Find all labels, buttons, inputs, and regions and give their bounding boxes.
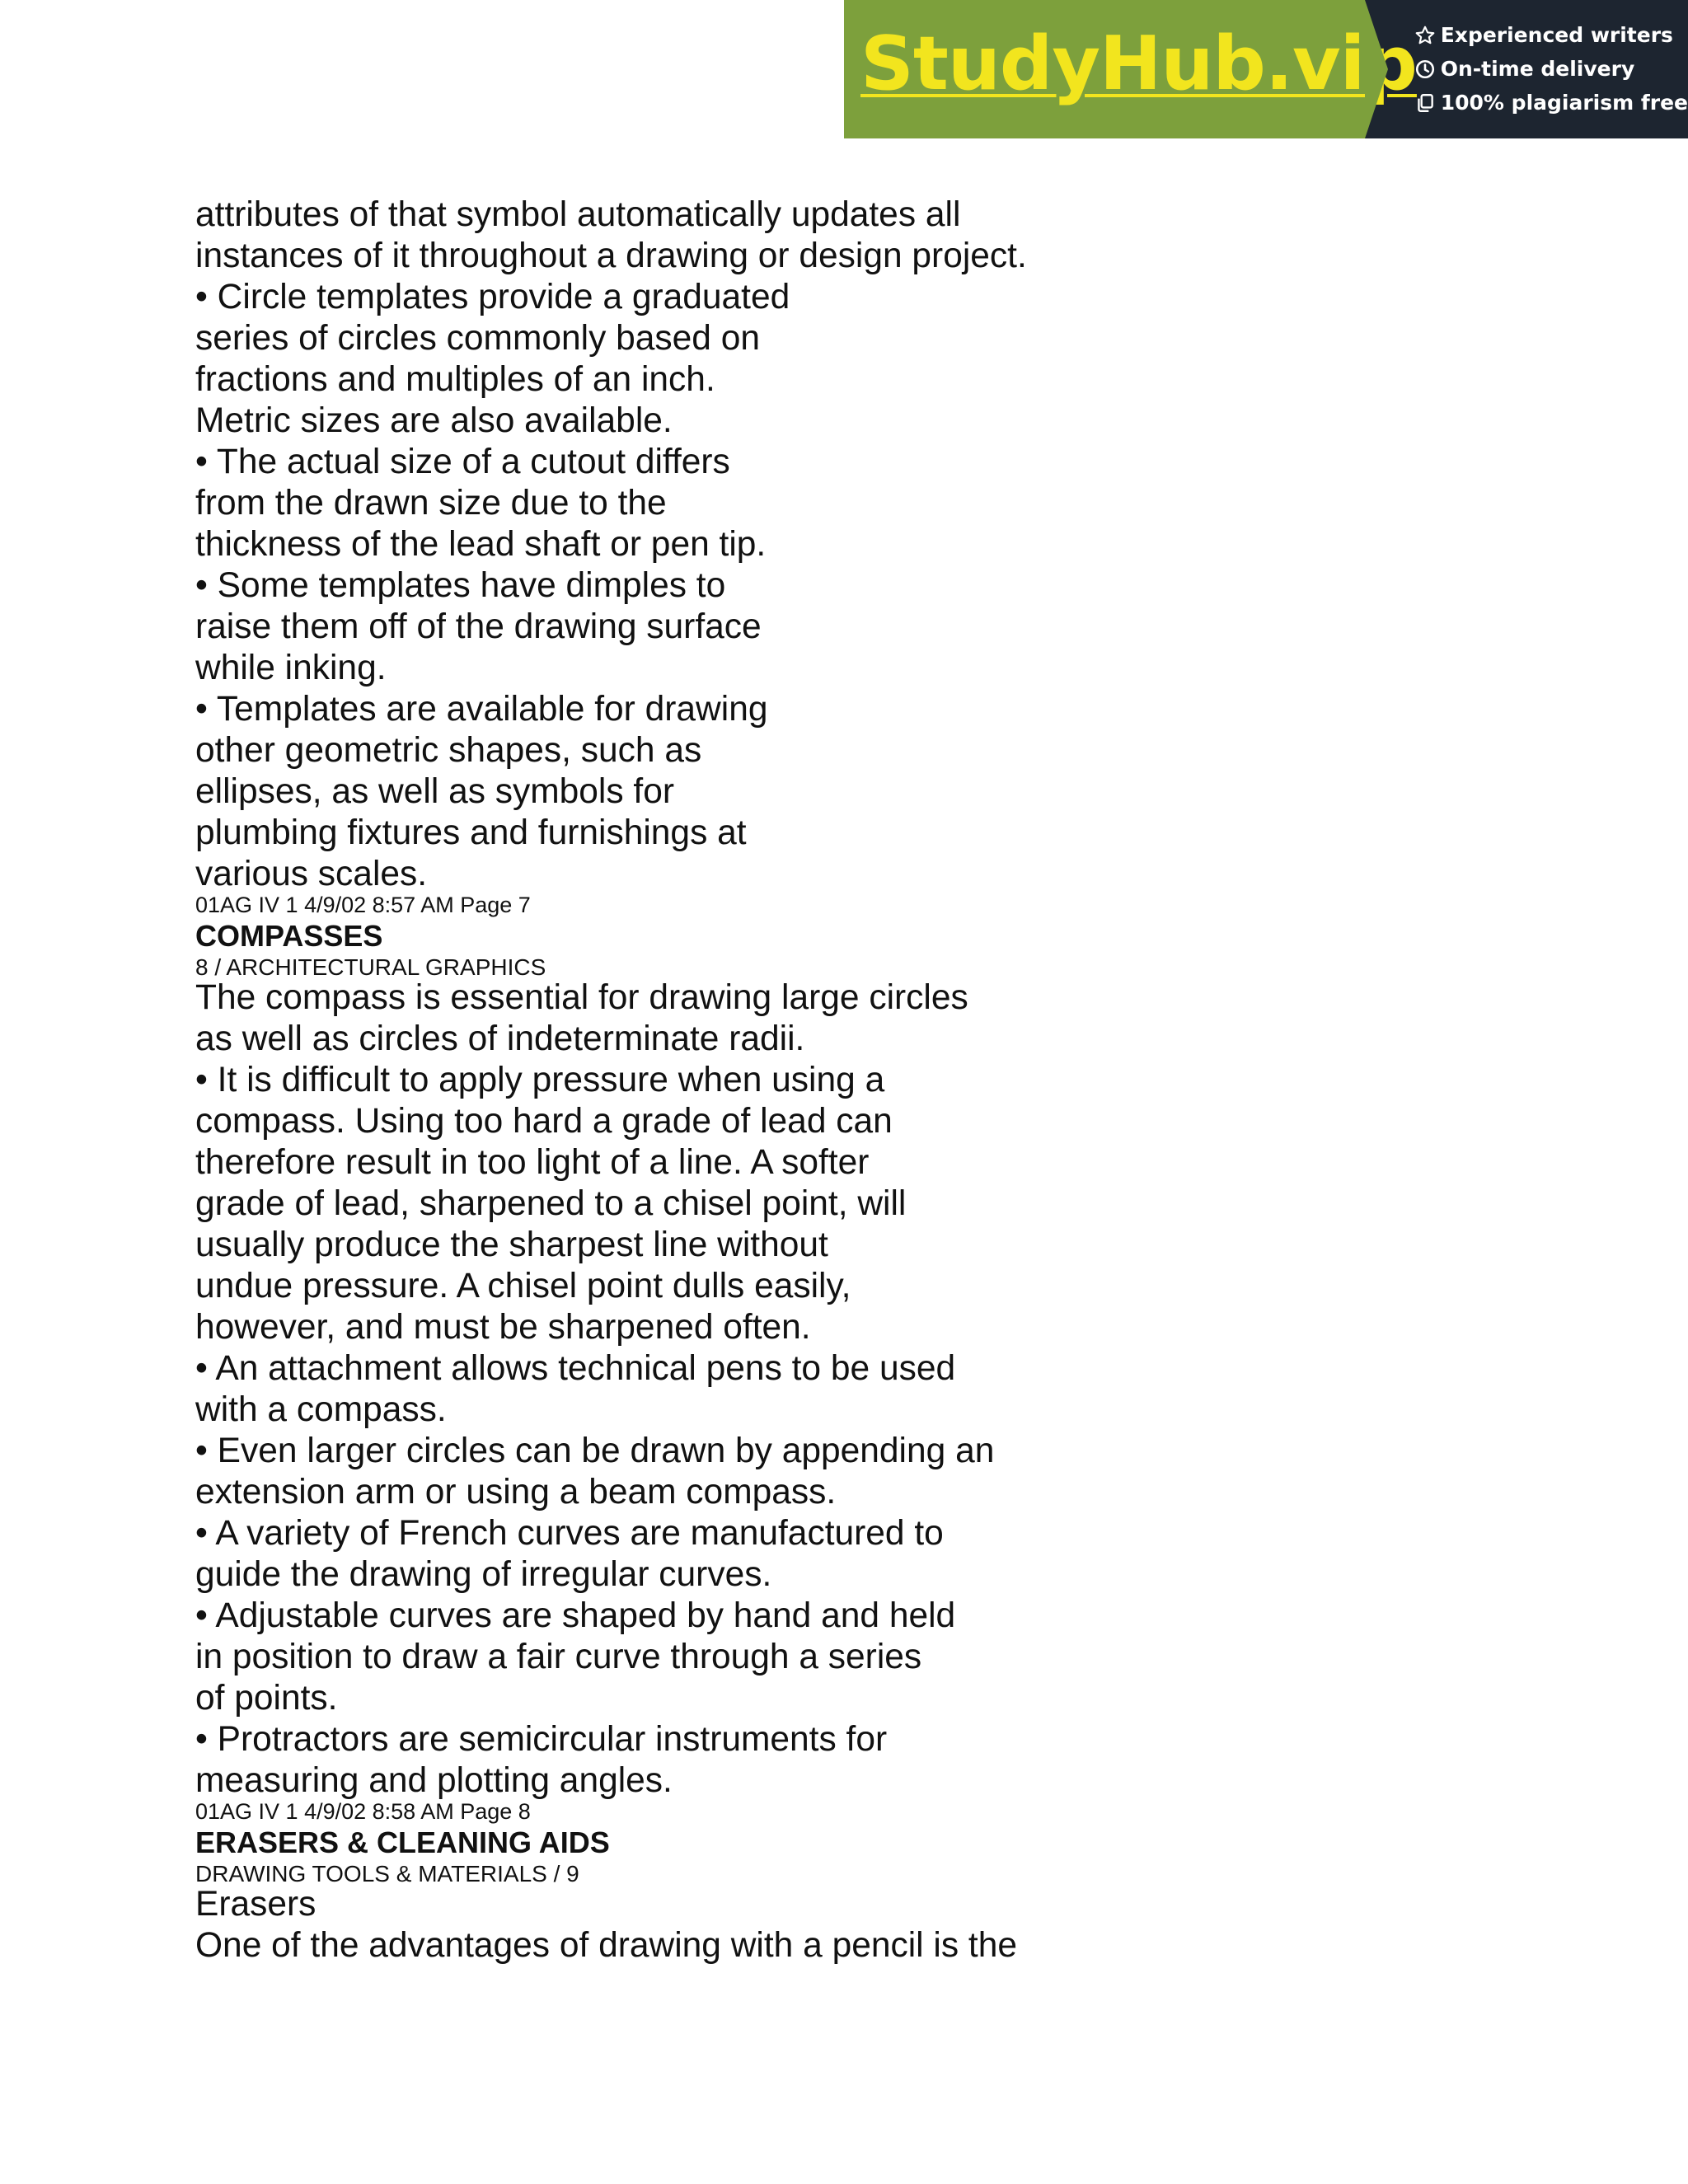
- feature-experienced-writers: [1414, 18, 1688, 52]
- studyhub-banner[interactable]: [844, 0, 1688, 138]
- section-heading: ERASERS & CLEANING AIDS: [195, 1825, 610, 1859]
- text-line: Metric sizes are also available.: [195, 401, 673, 440]
- text-line: attributes of that symbol automatically updates all: [195, 195, 961, 234]
- text-line: from the drawn size due to the: [195, 484, 667, 523]
- text-line: • Protractors are semicircular instruments for: [195, 1720, 888, 1759]
- text-line: The compass is essential for drawing large circles: [195, 978, 968, 1017]
- text-line: while inking.: [195, 649, 387, 687]
- page-meta: 01AG IV 1 4/9/02 8:58 AM Page 8: [195, 1799, 531, 1824]
- text-line: plumbing fixtures and furnishings at: [195, 813, 747, 852]
- text-line: extension arm or using a beam compass.: [195, 1473, 837, 1511]
- feature-label: On-time delivery: [1440, 57, 1635, 81]
- text-line: • Circle templates provide a graduated: [195, 278, 790, 316]
- text-line: • A variety of French curves are manufactured to: [195, 1514, 944, 1553]
- star-icon: [1414, 25, 1436, 46]
- feature-label: 100% plagiarism free: [1440, 91, 1688, 115]
- text-line: in position to draw a fair curve through a series: [195, 1638, 922, 1676]
- running-header: 8 / ARCHITECTURAL GRAPHICS: [195, 954, 546, 980]
- text-line: • Even larger circles can be drawn by appending an: [195, 1432, 995, 1470]
- feature-on-time-delivery: [1414, 52, 1688, 86]
- text-line: • Adjustable curves are shaped by hand and held: [195, 1596, 956, 1635]
- text-line: instances of it throughout a drawing or design project.: [195, 237, 1027, 275]
- running-header: DRAWING TOOLS & MATERIALS / 9: [195, 1861, 579, 1886]
- text-line: various scales.: [195, 855, 428, 893]
- section-heading: COMPASSES: [195, 919, 383, 953]
- text-line: compass. Using too hard a grade of lead can: [195, 1102, 893, 1141]
- text-block-templates: [195, 194, 1349, 895]
- copy-icon: [1414, 92, 1436, 114]
- text-line: • Some templates have dimples to: [195, 566, 726, 605]
- text-line: undue pressure. A chisel point dulls easily,: [195, 1267, 851, 1305]
- page-meta: 01AG IV 1 4/9/02 8:57 AM Page 7: [195, 893, 531, 917]
- text-line: One of the advantages of drawing with a pencil is the: [195, 1926, 1018, 1965]
- text-line: • Templates are available for drawing: [195, 690, 768, 729]
- text-line: therefore result in too light of a line. A softer: [195, 1143, 870, 1182]
- text-line: grade of lead, sharpened to a chisel point, will: [195, 1184, 907, 1223]
- text-line: • The actual size of a cutout differs: [195, 443, 730, 481]
- brand-logo[interactable]: StudyHub.vip: [860, 21, 1417, 107]
- text-line: • An attachment allows technical pens to be used: [195, 1349, 956, 1388]
- text-block-compasses: [195, 977, 1349, 1802]
- text-line: • It is difficult to apply pressure when using a: [195, 1061, 885, 1099]
- text-line: with a compass.: [195, 1390, 447, 1429]
- text-line: thickness of the lead shaft or pen tip.: [195, 525, 767, 564]
- document-body: [195, 194, 1349, 1966]
- text-line: guide the drawing of irregular curves.: [195, 1555, 772, 1594]
- feature-label: Experienced writers: [1440, 23, 1673, 47]
- text-line: measuring and plotting angles.: [195, 1761, 673, 1800]
- text-line: other geometric shapes, such as: [195, 731, 702, 770]
- text-line: however, and must be sharpened often.: [195, 1308, 811, 1347]
- text-line: fractions and multiples of an inch.: [195, 360, 715, 399]
- text-block-erasers: [195, 1884, 1349, 1966]
- text-line: series of circles commonly based on: [195, 319, 761, 358]
- feature-plagiarism-free: [1414, 86, 1688, 120]
- clock-icon: [1414, 59, 1436, 80]
- text-line: raise them off of the drawing surface: [195, 607, 762, 646]
- brand-panel[interactable]: [844, 0, 1417, 138]
- text-line: of points.: [195, 1679, 338, 1718]
- text-line: as well as circles of indeterminate radii.: [195, 1019, 805, 1058]
- banner-arrow-divider: [1365, 0, 1388, 138]
- text-line: usually produce the sharpest line without: [195, 1226, 828, 1264]
- text-line: Erasers: [195, 1885, 316, 1924]
- text-line: ellipses, as well as symbols for: [195, 772, 675, 811]
